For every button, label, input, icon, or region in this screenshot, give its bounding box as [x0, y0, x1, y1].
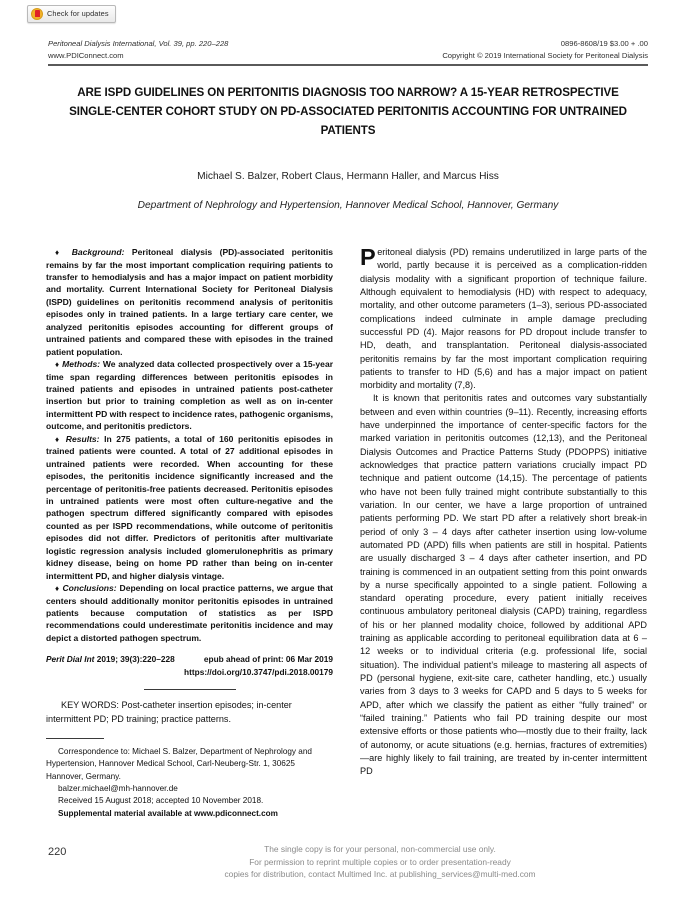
crossmark-icon — [31, 8, 43, 20]
citation-block — [46, 653, 333, 678]
author-list: Michael S. Balzer, Robert Claus, Hermann Haller, and Marcus Hiss — [197, 171, 499, 182]
correspondence-block — [46, 746, 333, 820]
footer-line-1: The single copy is for your personal, non-commercial use only. — [264, 844, 496, 854]
journal-title-line: Peritoneal Dialysis International, Vol. 39, pp. 220–228 — [48, 39, 229, 48]
issn-line: 0896-8608/19 $3.00 + .00 — [560, 39, 648, 48]
correspondence-email[interactable]: balzer.michael@mh-hannover.de — [58, 783, 178, 793]
abstract-conclusions-text: Depending on local practice patterns, we argue that centers should additionally monitor peritonitis episodes in untrained patients because computation of statistics as per ISPD recommendations could underestimate peritonitis incidence and may depict a distorted pathogen spectrum. — [46, 583, 333, 643]
abstract-background-label: Background: — [71, 247, 125, 257]
affiliation: Department of Nephrology and Hypertension, Hannover Medical School, Hannover, Germany — [137, 200, 559, 211]
abstract-conclusions-label: Conclusions: — [62, 583, 117, 593]
supplemental-material-note[interactable]: Supplemental material available at www.pdiconnect.com — [58, 808, 278, 818]
citation-epub: epub ahead of print: 06 Mar 2019 — [203, 654, 333, 665]
right-column — [360, 246, 647, 779]
keywords-text: Post-catheter insertion episodes; in-center intermittent PD; PD training; practice patterns. — [46, 700, 292, 724]
abstract-results — [46, 433, 333, 582]
abstract-background-text: Peritoneal dialysis (PD)-associated peritonitis remains by far the most important complication requiring patients to transfer to hemodialysis and has a major impact on patient morbidity and mortality. Current International Society for Peritoneal Dialysis (ISPD) guidelines on peritonitis recommend analysis of peritonitis episodes only in trained patients. In a large tertiary care center, we analyzed peritonitis episodes accounting for different groups of untrained patients and compared these with episodes in the trained patient population. — [46, 247, 333, 357]
correspondence-divider — [46, 738, 104, 739]
check-for-updates-badge[interactable] — [27, 5, 116, 23]
journal-header-right — [442, 38, 648, 62]
correspondence-received: Received 15 August 2018; accepted 10 November 2018. — [58, 796, 264, 806]
abstract-methods — [46, 358, 333, 433]
citation-volume-line: 2019; 39(3):220–228 — [96, 654, 175, 665]
footer-disclaimer — [120, 843, 640, 881]
footer-line-2: For permission to reprint multiple copies or to order presentation-ready — [249, 856, 511, 867]
citation-doi[interactable]: https://doi.org/10.3747/pdi.2018.00179 — [184, 666, 333, 677]
section-bullet-icon: ♦ — [55, 360, 60, 369]
left-column — [46, 246, 333, 820]
body-paragraph-1: Peritoneal dialysis (PD) remains underutilized in large parts of the world, partly because it is perceived as a complication-ridden dialysis modality with a significant proportion of technique failure. Although equivalent to hemodialysis (HD) with respect to adequacy, mortality, and other outcome parameters (1–3), serious PD-associated complications indeed culminate in ample damage precluding successful PD (4). Major reasons for PD dropout include transfer to HD, death, and transplantation. Peritoneal dialysis-associated peritonitis remains by far the most important complication requiring patients to transfer to HD (5,6) and has a major impact on patient morbidity and mortality (7,8). — [360, 244, 647, 391]
footer-line-3: copies for distribution, contact Multimed Inc. at publishing_services@multi-med.com — [224, 869, 536, 880]
journal-header-left — [48, 38, 228, 62]
section-bullet-icon: ♦ — [55, 584, 60, 593]
header-divider — [48, 64, 648, 66]
abstract-methods-text: We analyzed data collected prospectively over a 15-year time span regarding differences between peritonitis episodes in trained patients and episodes in untrained patients post-catheter insertion but prior to training completion as well as on in-center intermittent PD with respect to incidence rates, pathogenic organisms, outcome, and peritonitis predictors. — [46, 359, 334, 432]
keywords-block — [46, 699, 333, 726]
abstract-results-text: In 275 patients, a total of 160 peritonitis episodes in trained patients were counted. A total of 27 additional episodes in untrained patients were recorded. When accounting for these episodes, the peritonitis incidence significantly increased and the percentage of peritonitis-free patients decreased. Peritonitis episodes in untrained patients were most often culture-negative and the pathogen spectrum differed significantly compared with episodes counted as per ISPD recommendations, while outcome of peritonitis episodes did not differ. Predictors of peritonitis after multivariate logistic regression analysis included glomerulonephritis as primary kidney disease, being on home PD rather than being on in-center intermittent PD, and higher dialysis vintage. — [46, 433, 334, 581]
citation-reference — [46, 653, 175, 665]
correspondence-address: Correspondence to: Michael S. Balzer, Department of Nephrology and Hypertension, Hannover Medical School, Carl-Neuberg-Str. 1, 30625 Hannover, Germany. — [46, 747, 312, 781]
page-number: 220 — [48, 846, 67, 858]
keywords-label: KEY WORDS: — [61, 700, 119, 711]
body-paragraph-2: It is known that peritonitis rates and outcomes vary substantially between and even within countries (9–11). Recently, increasing efforts have underpinned the importance of center-specific factors for the marked variation in peritonitis outcomes (12,13), and the Peritoneal Dialysis Outcomes and Practice Patterns Study (PDOPPS) initiative acknowledges that practice pattern variations crucially impact PD technique and patient outcome (14,15). The percentage of patients who have not been fully trained might contribute substantially to this variation. In our center, we have a large proportion of untrained patients performing PD. We start PD after a relatively short break-in period of only 3 – 4 days after catheter insertion using low-volume automated PD (APD) fills when patients are still in hospital. Patients are usually discharged 3 – 4 days after catheter insertion, and PD training is commenced in an outpatient setting from this point onwards by a nurse specifically appointed to a single patient. Following a standard operating procedure, every patient initially receives continuous ambulatory peritoneal dialysis (CAPD) training, regardless of his or her planned modality choice, followed by additional APD training as applicable according to peritoneal equilibration data at 6 – 12 weeks or to individual criteria (e.g. professional life, social situation). The individual patient’s mileage to mastering all aspects of PD (personal hygiene, exit-site care, catheter handling, etc.) usually varies from 3 days to 3 weeks for CAPD and 5 days to 5 weeks for APD, after which we classify the patient as either “fully trained” or “failed training.” Patients who fail PD training despite our most extensive efforts or those patients who—mostly due to their frailty, lack of autonomy, or acute situations (e.g. hernias, fractures of extremities)—are highly likely to fail training, are treated by in-center intermittent PD — [360, 393, 647, 777]
check-for-updates-label: Check for updates — [47, 9, 109, 19]
page-title: ARE ISPD GUIDELINES ON PERITONITIS DIAGNOSIS TOO NARROW? A 15-YEAR RETROSPECTIVE SINGLE-CENTER COHORT STUDY ON PD-ASSOCIATED PERITONITIS ACCOUNTING FOR UNTRAINED PATIENTS — [69, 86, 627, 137]
abstract-background — [46, 246, 333, 358]
keywords-divider — [144, 689, 236, 690]
copyright-line: Copyright © 2019 International Society for Peritoneal Dialysis — [442, 50, 648, 60]
journal-header — [48, 38, 648, 62]
section-bullet-icon: ♦ — [55, 248, 65, 257]
journal-website[interactable]: www.PDIConnect.com — [48, 50, 124, 60]
abstract-results-label: Results: — [65, 433, 100, 444]
abstract-methods-label: Methods: — [62, 359, 101, 369]
abstract-conclusions — [46, 582, 333, 644]
citation-journal-abbrev: Perit Dial Int — [46, 654, 95, 665]
section-bullet-icon: ♦ — [55, 434, 62, 444]
